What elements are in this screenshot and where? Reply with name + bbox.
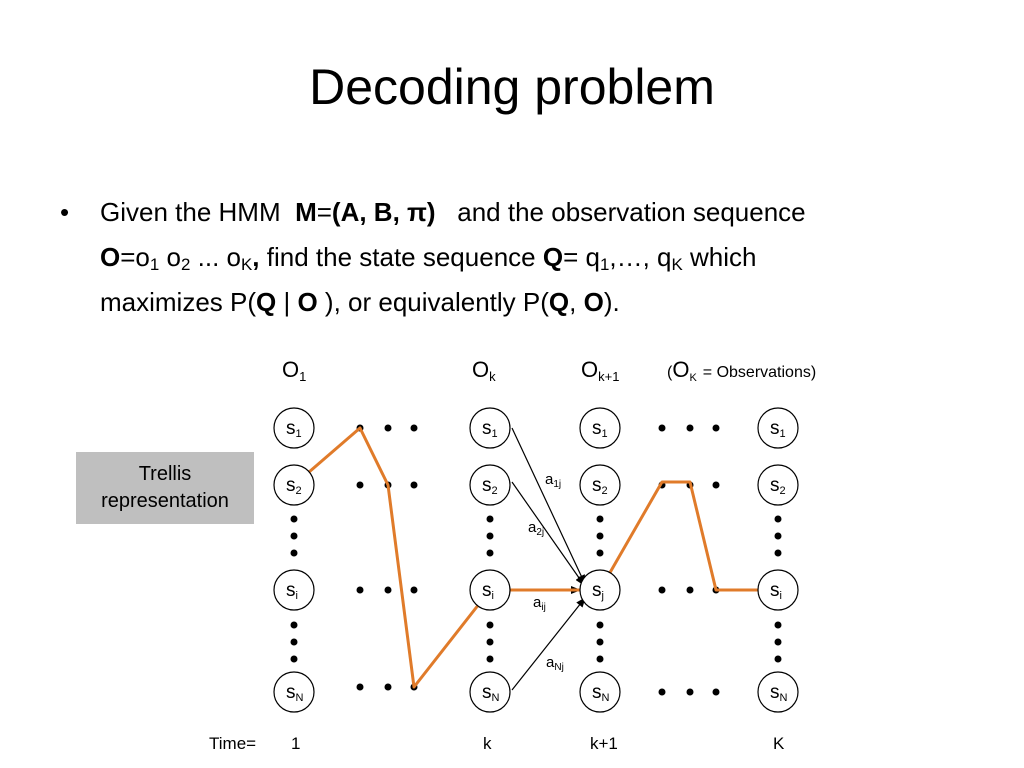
svg-text:si: si — [770, 580, 782, 602]
state-node-s2 — [758, 465, 798, 505]
horizontal-dot — [659, 689, 666, 696]
vertical-dot — [597, 656, 604, 663]
vertical-dot — [291, 533, 298, 540]
vertical-dot — [487, 533, 494, 540]
vertical-dot — [775, 533, 782, 540]
slide-title: Decoding problem — [309, 59, 715, 115]
state-node-sN — [758, 672, 798, 712]
time-k: k — [483, 734, 492, 753]
observation-symbol: O — [100, 242, 121, 272]
horizontal-dot — [687, 425, 694, 432]
vertical-dot — [291, 550, 298, 557]
q-sub-1: 1 — [599, 255, 610, 275]
arrow-a2j — [512, 482, 584, 585]
observation-note: ($O_K$ = Observations) — [667, 357, 817, 384]
vertical-dot — [291, 516, 298, 523]
observation-sub-2: 2 — [181, 255, 191, 275]
vertical-dot — [487, 516, 494, 523]
horizontal-dot — [385, 684, 392, 691]
horizontal-dot — [659, 587, 666, 594]
text-which: which — [690, 242, 757, 272]
model-params: (A, B, π) — [331, 197, 436, 227]
horizontal-dot — [713, 425, 720, 432]
vertical-dot — [597, 550, 604, 557]
svg-text:si: si — [482, 580, 494, 602]
observation-header-1: O1 — [282, 357, 307, 384]
observation-sub-k: K — [241, 255, 253, 275]
arrow-aNj — [512, 598, 585, 690]
state-nodes — [274, 408, 798, 712]
time-1: 1 — [291, 734, 301, 753]
time-k1: k+1 — [590, 734, 618, 753]
horizontal-dot — [357, 684, 364, 691]
observation-header-k1: Ok+1 — [581, 357, 620, 384]
vertical-dot — [291, 622, 298, 629]
horizontal-dot — [385, 587, 392, 594]
o-symbol-2: O — [297, 287, 318, 317]
text-close: ). — [603, 287, 620, 317]
vertical-dot — [291, 656, 298, 663]
vertical-dot — [775, 656, 782, 663]
state-node-si — [470, 570, 510, 610]
label-aNj: $a_{Nj}$ — [546, 654, 564, 673]
vertical-dot — [487, 656, 494, 663]
transition-arrows — [512, 428, 585, 690]
label-aij: $a_{ij}$ — [533, 594, 546, 613]
vertical-dot — [597, 516, 604, 523]
horizontal-dot — [357, 482, 364, 489]
observation-eq: =o — [120, 242, 150, 272]
state-node-s1 — [274, 408, 314, 448]
text-or-equivalently: ), or equivalently P( — [317, 287, 549, 317]
horizontal-dot — [713, 482, 720, 489]
observation-header-k: Ok — [472, 357, 496, 384]
vertical-dot — [487, 639, 494, 646]
q-symbol-2: Q — [256, 287, 277, 317]
trellis-label-line2: representation — [101, 490, 229, 512]
label-a2j: $a_{2j}$ — [528, 519, 545, 538]
equals-sign: = — [316, 197, 332, 227]
horizontal-dot — [713, 689, 720, 696]
state-node-sj — [580, 570, 620, 610]
vertical-dot — [597, 622, 604, 629]
vertical-dot — [775, 639, 782, 646]
svg-text:sN: sN — [286, 682, 304, 704]
horizontal-dot — [385, 425, 392, 432]
bullet-marker: • — [60, 197, 70, 227]
state-node-s2 — [470, 465, 510, 505]
state-node-sN — [470, 672, 510, 712]
text-find-state-sequence: find the state sequence — [266, 242, 536, 272]
state-node-s1 — [758, 408, 798, 448]
svg-text:sj: sj — [592, 580, 604, 602]
svg-text:s1: s1 — [286, 418, 302, 440]
observation-dots: ... o — [197, 242, 241, 272]
state-node-s2 — [274, 465, 314, 505]
svg-text:s2: s2 — [286, 475, 302, 497]
svg-text:s1: s1 — [482, 418, 498, 440]
q-mid: ,…, q — [609, 242, 672, 272]
comma: , — [252, 242, 260, 272]
o-symbol-3: O — [583, 287, 604, 317]
vertical-dot — [487, 622, 494, 629]
q-symbol-3: Q — [548, 287, 570, 317]
state-node-sN — [274, 672, 314, 712]
model-symbol: M — [295, 197, 317, 227]
text-given-hmm: Given the HMM — [100, 197, 281, 227]
svg-text:sN: sN — [770, 682, 788, 704]
horizontal-dot — [687, 689, 694, 696]
trellis-label-line1: Trellis — [138, 463, 192, 485]
q-eq: = q — [563, 242, 600, 272]
time-label: Time= — [209, 734, 257, 753]
label-a1j: $a_{1j}$ — [545, 471, 562, 490]
vertical-dot — [775, 516, 782, 523]
svg-text:s2: s2 — [770, 475, 786, 497]
vertical-dot — [597, 639, 604, 646]
time-K: K — [773, 734, 785, 753]
svg-text:sN: sN — [482, 682, 500, 704]
svg-text:s1: s1 — [592, 418, 608, 440]
most-likely-path — [294, 428, 778, 687]
svg-text:s2: s2 — [482, 475, 498, 497]
state-node-s1 — [470, 408, 510, 448]
horizontal-dot — [411, 425, 418, 432]
vertical-dot — [487, 550, 494, 557]
svg-text:s1: s1 — [770, 418, 786, 440]
state-node-s2 — [580, 465, 620, 505]
state-node-si — [274, 570, 314, 610]
q-symbol: Q — [542, 242, 564, 272]
vertical-dot — [291, 639, 298, 646]
svg-text:si: si — [286, 580, 298, 602]
horizontal-dot — [687, 587, 694, 594]
vertical-dot — [775, 550, 782, 557]
bar: | — [276, 287, 298, 317]
state-node-s1 — [580, 408, 620, 448]
state-node-sN — [580, 672, 620, 712]
horizontal-dot — [357, 587, 364, 594]
vertical-dot — [597, 533, 604, 540]
state-node-si — [758, 570, 798, 610]
q-sub-k: K — [671, 255, 683, 275]
text-maximizes: maximizes P( — [100, 287, 257, 317]
comma-2: , — [569, 287, 584, 317]
horizontal-dot — [411, 482, 418, 489]
vertical-dot — [775, 622, 782, 629]
horizontal-dot — [659, 425, 666, 432]
observation-o: o — [166, 242, 181, 272]
arrow-a1j — [512, 428, 585, 584]
text-and-observation-sequence: and the observation sequence — [457, 197, 806, 227]
svg-text:s2: s2 — [592, 475, 608, 497]
horizontal-dot — [411, 587, 418, 594]
observation-sub-1: 1 — [149, 255, 160, 275]
svg-text:sN: sN — [592, 682, 610, 704]
